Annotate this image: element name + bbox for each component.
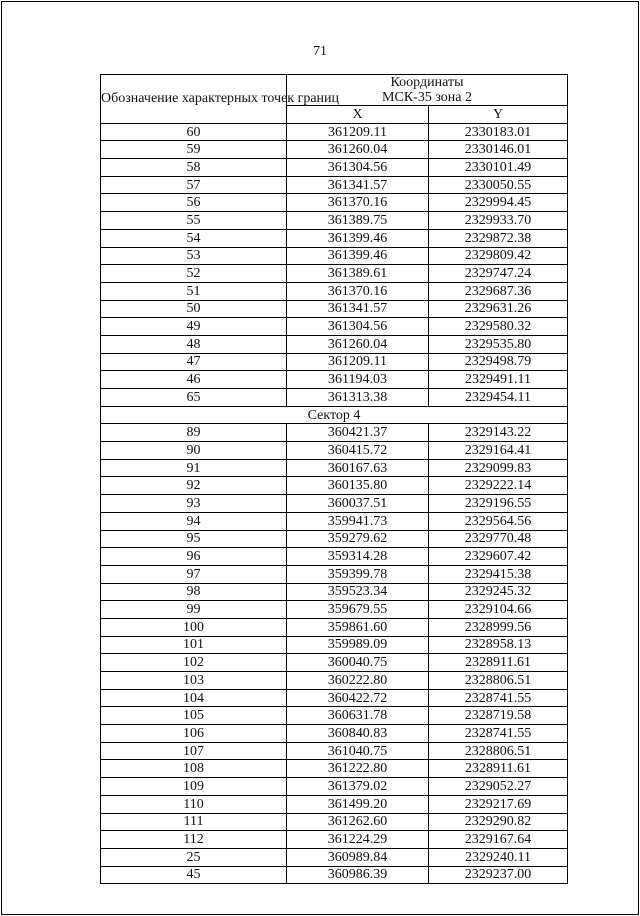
coord-x: 360421.37 bbox=[287, 424, 429, 442]
coord-x: 360989.84 bbox=[287, 848, 429, 866]
point-id: 95 bbox=[101, 530, 287, 548]
coord-x: 361341.57 bbox=[287, 176, 429, 194]
coord-x: 361224.29 bbox=[287, 831, 429, 849]
table-row bbox=[101, 282, 568, 300]
coord-x: 359861.60 bbox=[287, 618, 429, 636]
coord-x: 360631.78 bbox=[287, 707, 429, 725]
point-id: 102 bbox=[101, 654, 287, 672]
point-id: 92 bbox=[101, 477, 287, 495]
table-row bbox=[101, 495, 568, 513]
point-id: 108 bbox=[101, 760, 287, 778]
coord-y: 2330101.49 bbox=[429, 159, 568, 177]
table-row bbox=[101, 265, 568, 283]
table-row bbox=[101, 530, 568, 548]
coord-x: 361341.57 bbox=[287, 300, 429, 318]
coord-x: 360986.39 bbox=[287, 866, 429, 884]
point-id: 89 bbox=[101, 424, 287, 442]
table-row bbox=[101, 212, 568, 230]
table-row bbox=[101, 636, 568, 654]
table-row bbox=[101, 442, 568, 460]
point-id: 56 bbox=[101, 194, 287, 212]
coord-x: 360167.63 bbox=[287, 459, 429, 477]
table-row bbox=[101, 300, 568, 318]
coord-y: 2329607.42 bbox=[429, 548, 568, 566]
coord-y: 2329933.70 bbox=[429, 212, 568, 230]
coord-x: 360040.75 bbox=[287, 654, 429, 672]
table-row bbox=[101, 725, 568, 743]
point-id: 49 bbox=[101, 318, 287, 336]
coord-y: 2329104.66 bbox=[429, 601, 568, 619]
point-id: 50 bbox=[101, 300, 287, 318]
table-row bbox=[101, 477, 568, 495]
coord-x: 360840.83 bbox=[287, 725, 429, 743]
coord-y: 2329872.38 bbox=[429, 229, 568, 247]
coord-x: 361370.16 bbox=[287, 282, 429, 300]
coord-x: 360422.72 bbox=[287, 689, 429, 707]
point-id: 93 bbox=[101, 495, 287, 513]
coord-y: 2328999.56 bbox=[429, 618, 568, 636]
point-id: 103 bbox=[101, 672, 287, 690]
point-id: 104 bbox=[101, 689, 287, 707]
table-row bbox=[101, 672, 568, 690]
coord-y: 2329290.82 bbox=[429, 813, 568, 831]
table-row bbox=[101, 654, 568, 672]
point-id: 109 bbox=[101, 778, 287, 796]
point-id: 94 bbox=[101, 512, 287, 530]
table-row bbox=[101, 194, 568, 212]
coord-x: 361399.46 bbox=[287, 229, 429, 247]
table-row bbox=[101, 335, 568, 353]
coord-y: 2329164.41 bbox=[429, 442, 568, 460]
coord-y: 2329564.56 bbox=[429, 512, 568, 530]
point-id: 90 bbox=[101, 442, 287, 460]
table-row bbox=[101, 813, 568, 831]
point-id: 52 bbox=[101, 265, 287, 283]
coord-y: 2329222.14 bbox=[429, 477, 568, 495]
coord-x: 361399.46 bbox=[287, 247, 429, 265]
coord-y: 2329237.00 bbox=[429, 866, 568, 884]
coord-y: 2329167.64 bbox=[429, 831, 568, 849]
coord-y: 2328741.55 bbox=[429, 725, 568, 743]
coord-x: 359989.09 bbox=[287, 636, 429, 654]
point-id: 106 bbox=[101, 725, 287, 743]
coord-y: 2329747.24 bbox=[429, 265, 568, 283]
coord-y: 2329535.80 bbox=[429, 335, 568, 353]
coord-x: 359314.28 bbox=[287, 548, 429, 566]
table-row bbox=[101, 831, 568, 849]
table-row bbox=[101, 583, 568, 601]
table-row bbox=[101, 760, 568, 778]
table-row bbox=[101, 247, 568, 265]
coord-y: 2328911.61 bbox=[429, 654, 568, 672]
coord-y: 2329770.48 bbox=[429, 530, 568, 548]
point-id: 105 bbox=[101, 707, 287, 725]
table-row bbox=[101, 601, 568, 619]
coord-x: 361209.11 bbox=[287, 353, 429, 371]
point-id: 58 bbox=[101, 159, 287, 177]
coord-x: 361389.75 bbox=[287, 212, 429, 230]
coord-y: 2330146.01 bbox=[429, 141, 568, 159]
coord-x: 361379.02 bbox=[287, 778, 429, 796]
point-id: 54 bbox=[101, 229, 287, 247]
table-body bbox=[101, 123, 568, 884]
coord-x: 361304.56 bbox=[287, 159, 429, 177]
coord-y: 2329994.45 bbox=[429, 194, 568, 212]
coord-y: 2329217.69 bbox=[429, 795, 568, 813]
coord-y: 2330183.01 bbox=[429, 123, 568, 141]
coord-y: 2328958.13 bbox=[429, 636, 568, 654]
coord-x: 359941.73 bbox=[287, 512, 429, 530]
coord-x: 359399.78 bbox=[287, 565, 429, 583]
table-row bbox=[101, 565, 568, 583]
table-row bbox=[101, 229, 568, 247]
coord-y: 2329143.22 bbox=[429, 424, 568, 442]
point-id: 45 bbox=[101, 866, 287, 884]
table-row bbox=[101, 618, 568, 636]
coord-x: 361499.20 bbox=[287, 795, 429, 813]
table-row bbox=[101, 742, 568, 760]
table-row bbox=[101, 141, 568, 159]
point-id: 25 bbox=[101, 848, 287, 866]
point-id: 99 bbox=[101, 601, 287, 619]
point-id: 60 bbox=[101, 123, 287, 141]
point-id: 110 bbox=[101, 795, 287, 813]
coord-x: 361194.03 bbox=[287, 371, 429, 389]
coord-x: 361370.16 bbox=[287, 194, 429, 212]
coord-x: 361313.38 bbox=[287, 389, 429, 407]
point-id: 96 bbox=[101, 548, 287, 566]
point-id: 65 bbox=[101, 389, 287, 407]
coord-x: 359523.34 bbox=[287, 583, 429, 601]
point-id: 47 bbox=[101, 353, 287, 371]
header-coordinates-title: Координаты bbox=[390, 75, 464, 90]
table-row bbox=[101, 159, 568, 177]
table-row bbox=[101, 512, 568, 530]
coord-y: 2328719.58 bbox=[429, 707, 568, 725]
point-id: 91 bbox=[101, 459, 287, 477]
coord-x: 360135.80 bbox=[287, 477, 429, 495]
coord-y: 2328911.61 bbox=[429, 760, 568, 778]
coord-y: 2329196.55 bbox=[429, 495, 568, 513]
table-row bbox=[101, 707, 568, 725]
coord-x: 360415.72 bbox=[287, 442, 429, 460]
coord-y: 2329498.79 bbox=[429, 353, 568, 371]
coord-y: 2328806.51 bbox=[429, 742, 568, 760]
coord-y: 2329245.32 bbox=[429, 583, 568, 601]
header-x: X bbox=[287, 106, 429, 124]
table-row bbox=[101, 689, 568, 707]
coord-x: 361260.04 bbox=[287, 141, 429, 159]
point-id: 48 bbox=[101, 335, 287, 353]
table-row bbox=[101, 866, 568, 884]
coord-y: 2330050.55 bbox=[429, 176, 568, 194]
table-row bbox=[101, 389, 568, 407]
coord-x: 361222.80 bbox=[287, 760, 429, 778]
header-point-name: Обозначение характерных точек границ bbox=[101, 75, 287, 124]
point-id: 46 bbox=[101, 371, 287, 389]
point-id: 59 bbox=[101, 141, 287, 159]
point-id: 51 bbox=[101, 282, 287, 300]
point-id: 101 bbox=[101, 636, 287, 654]
coord-x: 361389.61 bbox=[287, 265, 429, 283]
point-id: 111 bbox=[101, 813, 287, 831]
coord-y: 2328806.51 bbox=[429, 672, 568, 690]
point-id: 97 bbox=[101, 565, 287, 583]
coord-y: 2329809.42 bbox=[429, 247, 568, 265]
point-id: 112 bbox=[101, 831, 287, 849]
coord-x: 360222.80 bbox=[287, 672, 429, 690]
coord-y: 2329240.11 bbox=[429, 848, 568, 866]
coord-y: 2329687.36 bbox=[429, 282, 568, 300]
table-row bbox=[101, 318, 568, 336]
point-id: 107 bbox=[101, 742, 287, 760]
point-id: 57 bbox=[101, 176, 287, 194]
header-coordinate-system: МСК-35 зона 2 bbox=[382, 90, 472, 105]
section-row bbox=[101, 406, 568, 424]
coord-y: 2329052.27 bbox=[429, 778, 568, 796]
coord-x: 361260.04 bbox=[287, 335, 429, 353]
table-row bbox=[101, 459, 568, 477]
header-y: Y bbox=[429, 106, 568, 124]
coord-x: 359279.62 bbox=[287, 530, 429, 548]
page-number: 71 bbox=[313, 44, 327, 59]
table-row bbox=[101, 176, 568, 194]
coord-y: 2329454.11 bbox=[429, 389, 568, 407]
coord-x: 361040.75 bbox=[287, 742, 429, 760]
coord-y: 2329580.32 bbox=[429, 318, 568, 336]
table-row bbox=[101, 795, 568, 813]
section-label: Сектор 4 bbox=[101, 406, 568, 424]
coord-y: 2329099.83 bbox=[429, 459, 568, 477]
table-row bbox=[101, 548, 568, 566]
table-row bbox=[101, 778, 568, 796]
coord-y: 2329415.38 bbox=[429, 565, 568, 583]
coord-x: 361304.56 bbox=[287, 318, 429, 336]
coord-x: 359679.55 bbox=[287, 601, 429, 619]
coordinates-table bbox=[100, 74, 568, 884]
table-row bbox=[101, 371, 568, 389]
coord-y: 2329491.11 bbox=[429, 371, 568, 389]
point-id: 55 bbox=[101, 212, 287, 230]
coord-x: 361262.60 bbox=[287, 813, 429, 831]
coord-y: 2329631.26 bbox=[429, 300, 568, 318]
coord-x: 361209.11 bbox=[287, 123, 429, 141]
coord-x: 360037.51 bbox=[287, 495, 429, 513]
point-id: 100 bbox=[101, 618, 287, 636]
table-row bbox=[101, 123, 568, 141]
point-id: 53 bbox=[101, 247, 287, 265]
point-id: 98 bbox=[101, 583, 287, 601]
table-row bbox=[101, 848, 568, 866]
table-row bbox=[101, 353, 568, 371]
table-row bbox=[101, 424, 568, 442]
coord-y: 2328741.55 bbox=[429, 689, 568, 707]
